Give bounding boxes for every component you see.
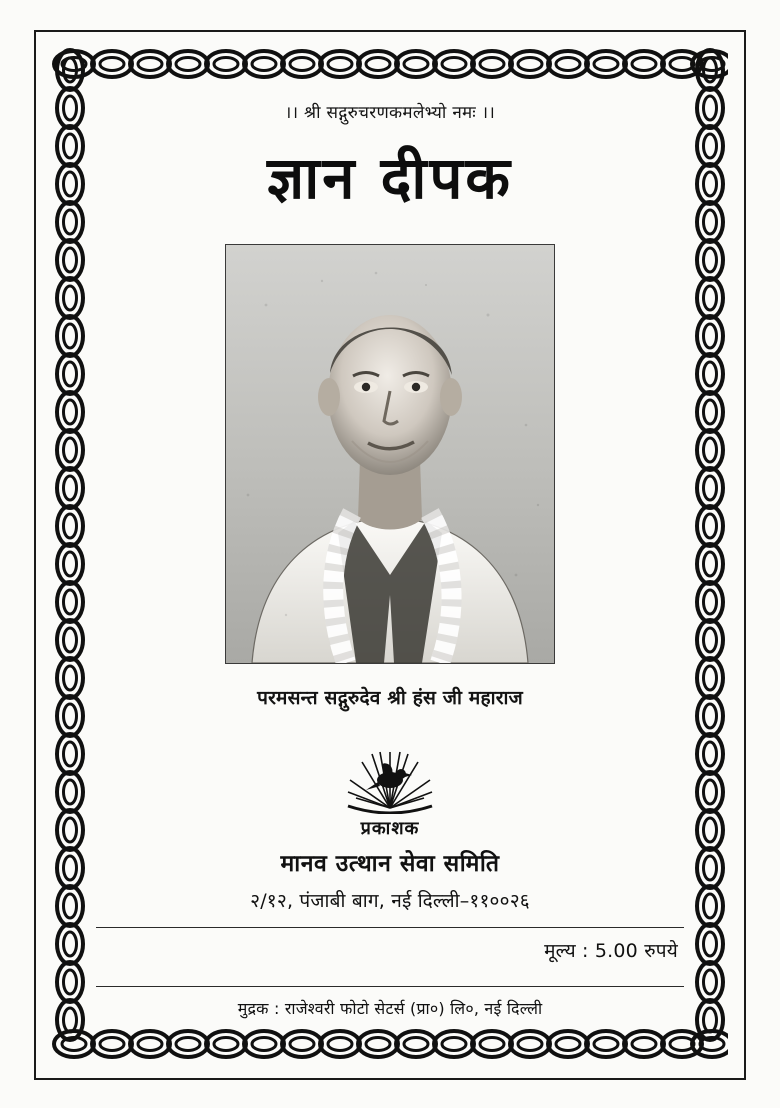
publisher-address: २/१२, पंजाबी बाग, नई दिल्ली–११००२६ [250,889,530,912]
portrait-photograph [225,244,555,664]
publisher-name: मानव उत्थान सेवा समिति [280,850,500,877]
price-text: मूल्य : 5.00 रुपये [544,939,678,962]
decorative-chain-border-bottom [52,1026,728,1062]
page-title: ज्ञान दीपक [267,144,513,212]
decorative-chain-border-right [692,46,728,1062]
portrait-caption: परमसन्त सद्गुरुदेव श्री हंस जी महाराज [257,686,523,709]
cover-content [96,86,684,1022]
invocation-line: ।। श्री सद्गुरुचरणकमलेभ्यो नमः ।। [284,103,496,123]
printer-credit: मुद्रक : राजेश्वरी फोटो सेटर्स (प्रा०) लि०, नई दिल्ली [237,998,543,1018]
publisher-label: प्रकाशक [360,817,420,839]
decorative-chain-border-top [52,46,728,82]
dove-sunburst-emblem-icon [342,736,438,814]
decorative-chain-border-left [52,46,88,1062]
